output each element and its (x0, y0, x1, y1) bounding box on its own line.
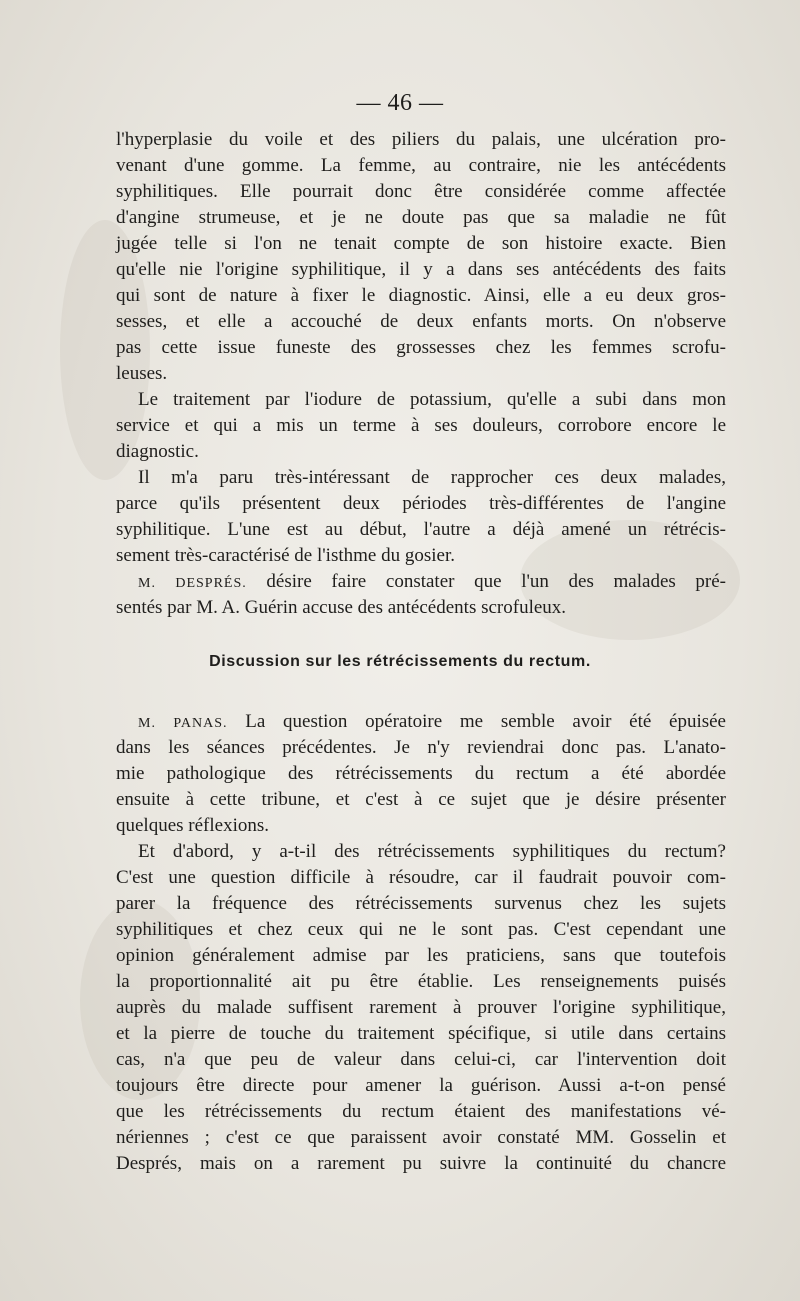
text-line: sesses, et elle a accouché de deux enfants morts. On n'observe (116, 311, 726, 332)
text-line: syphilitiques. Elle pourrait donc être considérée comme affectée (116, 181, 726, 202)
text-line: nériennes ; c'est ce que paraissent avoir constaté MM. Gosselin et (116, 1127, 726, 1148)
speech-text: La question opératoire me semble avoir été épuisée (245, 711, 726, 732)
text-line: Il m'a paru très-intéressant de rapprocher ces deux malades, (138, 467, 726, 488)
section-heading: Discussion sur les rétrécissements du rectum. (209, 653, 591, 670)
page-number: — 46 — (356, 90, 444, 116)
text-line: Et d'abord, y a-t-il des rétrécissements syphilitiques du rectum? (138, 841, 726, 862)
text-line: pas cette issue funeste des grossesses chez les femmes scrofu- (116, 337, 726, 358)
text-line: leuses. (116, 363, 168, 384)
text-line-despres (116, 569, 726, 595)
speech-text: désire faire constater que l'un des malades pré- (266, 571, 727, 592)
text-line: venant d'une gomme. La femme, au contraire, nie les antécédents (116, 155, 726, 176)
text-line: sement très-caractérisé de l'isthme du gosier. (116, 545, 455, 566)
text-line-panas (116, 709, 726, 735)
text-line: ensuite à cette tribune, et c'est à ce sujet que je désire présenter (116, 789, 726, 810)
text-line: jugée telle si l'on ne tenait compte de son histoire exacte. Bien (116, 233, 726, 254)
text-line: quelques réflexions. (116, 815, 270, 836)
text-line: la proportionnalité ait pu être établie. Les renseignements puisés (116, 971, 726, 992)
text-line: sentés par M. A. Guérin accuse des antécédents scrofuleux. (116, 597, 567, 618)
text-line: Le traitement par l'iodure de potassium, qu'elle a subi dans mon (138, 389, 726, 410)
text-line: et la pierre de touche du traitement spécifique, si utile dans certains (116, 1023, 726, 1044)
text-line: Després, mais on a rarement pu suivre la continuité du chancre (116, 1153, 726, 1174)
text-line: dans les séances précédentes. Je n'y reviendrai donc pas. L'anato- (116, 737, 726, 758)
text-line: qui sont de nature à fixer le diagnostic. Ainsi, elle a eu deux gros- (116, 285, 726, 306)
text-line: l'hyperplasie du voile et des piliers du palais, une ulcération pro- (116, 129, 726, 150)
text-line: diagnostic. (116, 441, 199, 462)
speaker-name: M. PANAS. (138, 716, 228, 731)
text-line: service et qui a mis un terme à ses douleurs, corrobore encore le (116, 415, 726, 436)
body-text-bottom (116, 709, 726, 1177)
text-line: toujours être directe pour amener la guérison. Aussi a-t-on pensé (116, 1075, 726, 1096)
text-line: parce qu'ils présentent deux périodes très-différentes de l'angine (116, 493, 726, 514)
text-line: parer la fréquence des rétrécissements survenus chez les sujets (116, 893, 726, 914)
text-line: syphilitique. L'une est au début, l'autre a déjà amené un rétrécis- (116, 519, 726, 540)
text-line: opinion généralement admise par les praticiens, sans que toutefois (116, 945, 726, 966)
text-line: d'angine strumeuse, et je ne doute pas que sa maladie ne fût (116, 207, 726, 228)
text-line: auprès du malade suffisent rarement à prouver l'origine syphilitique, (116, 997, 726, 1018)
text-line: qu'elle nie l'origine syphilitique, il y a dans ses antécédents des faits (116, 259, 726, 280)
text-line: mie pathologique des rétrécissements du rectum a été abordée (116, 763, 726, 784)
text-line: syphilitiques et chez ceux qui ne le sont pas. C'est cependant une (116, 919, 726, 940)
text-line: que les rétrécissements du rectum étaient des manifestations vé- (116, 1101, 726, 1122)
body-text-top (116, 127, 726, 621)
text-line: C'est une question difficile à résoudre, car il faudrait pouvoir com- (116, 867, 726, 888)
text-line: cas, n'a que peu de valeur dans celui-ci, car l'intervention doit (116, 1049, 726, 1070)
speaker-name: M. DESPRÉS. (138, 576, 247, 591)
